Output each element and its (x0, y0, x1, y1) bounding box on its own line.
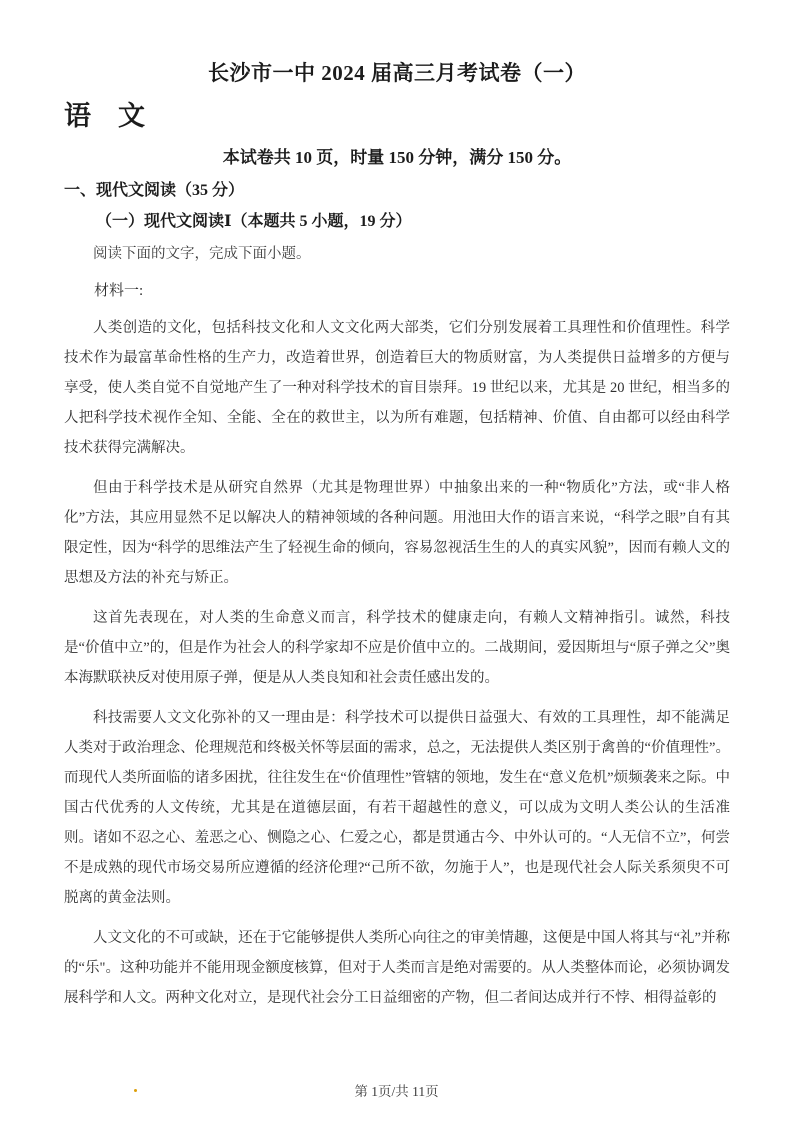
passage-paragraph-3: 这首先表现在，对人类的生命意义而言，科学技术的健康走向，有赖人文精神指引。诚然，科技是“价值中立”的，但是作为社会人的科学家却不应是价值中立的。二战期间，爱因斯坦与“原子弹之父”奥本海默联袂反对使用原子弹，便是从人类良知和社会责任感出发的。 (64, 610, 730, 686)
subsection-heading-reading-one: （一）现代文阅读Ⅰ（本题共 5 小题，19 分） (96, 213, 412, 230)
passage-material-one (64, 313, 730, 1013)
passage-paragraph-2: 但由于科学技术是从研究自然界（尤其是物理世界）中抽象出来的一种“物质化”方法，或“非人格化”方法，其应用显然不足以解决人的精神领域的各种问题。用池田大作的语言来说，“科学之眼”自有其限定性，因为“科学的思维法产生了轻视生命的倾向，容易忽视活生生的人的真实风貌”，因而有赖人文的思想及方法的补充与矫正。 (64, 480, 730, 586)
exam-title: 长沙市一中 2024 届高三月考试卷（一） (208, 61, 586, 85)
passage-paragraph-1: 人类创造的文化，包括科技文化和人文文化两大部类，它们分别发展着工具理性和价值理性。科学技术作为最富革命性格的生产力，改造着世界，创造着巨大的物质财富，为人类提供日益增多的方便与享受，使人类自觉不自觉地产生了一种对科学技术的盲目崇拜。19 世纪以来，尤其是 20 世纪，相当多的人把科学技术视作全知、全能、全在的救世主，以为所有难题，包括精神、价值、自由都可以经由科学技术获得完满解决。 (64, 320, 730, 456)
page-number-indicator: 第 1页/共 11页 (354, 1084, 439, 1099)
subject-heading: 语 文 (64, 101, 145, 131)
passage-paragraph-5: 人文文化的不可或缺，还在于它能够提供人类所心向往之的审美情趣，这便是中国人将其与“礼”并称的“乐"。这种功能并不能用现金额度核算，但对于人类而言是绝对需要的。从人类整体而论，必须协调发展科学和人文。两种文化对立，是现代社会分工日益细密的产物，但二者间达成并行不悖、相得益彰的 (64, 930, 730, 1006)
section-heading-modern-text-reading: 一、现代文阅读（35 分） (64, 182, 245, 199)
exam-info: 本试卷共 10 页，时量 150 分钟，满分 150 分。 (222, 148, 572, 167)
passage-paragraph-4: 科技需要人文文化弥补的又一理由是：科学技术可以提供日益强大、有效的工具理性，却不能满足人类对于政治理念、伦理规范和终极关怀等层面的需求，总之，无法提供人类区别于禽兽的“价值理性”。而现代人类所面临的诸多困扰，往往发生在“价值理性”管辖的领地，发生在“意义危机”烦频袭来之际。中国古代优秀的人文传统，尤其是在道德层面，有若干超越性的意义，可以成为文明人类公认的生活准则。诸如不忍之心、羞恶之心、恻隐之心、仁爱之心，都是贯通古今、中外认可的。“人无信不立”，何尝不是成熟的现代市场交易所应遵循的经济伦理?“己所不欲，勿施于人”，也是现代社会人际关系须臾不可脱离的黄金法则。 (64, 710, 730, 906)
reading-instruction: 阅读下面的文字，完成下面小题。 (93, 246, 311, 262)
material-one-label: 材料一: (94, 283, 144, 299)
